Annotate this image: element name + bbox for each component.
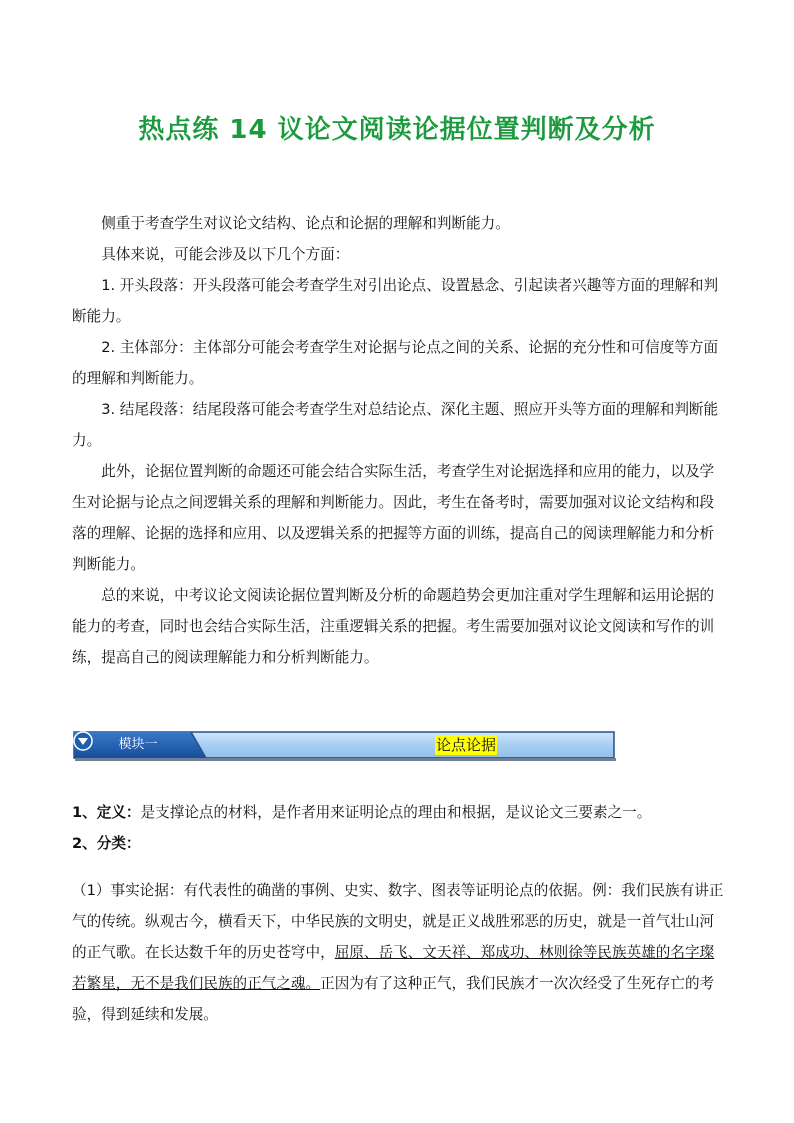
definition-label: 1、定义：	[72, 804, 141, 821]
definition-section	[72, 797, 724, 859]
module-label: 模块一	[118, 737, 158, 752]
intro-paragraph: 具体来说，可能会涉及以下几个方面：	[101, 246, 350, 263]
example-text-end: 正因为有了这种正气，我们民族才一次次经受了生死存亡的考验，得到延续和发展。	[72, 975, 715, 1023]
classification-label: 2、分类：	[72, 835, 141, 852]
page-title: 热点练 14 议论文阅读论据位置判断及分析	[138, 115, 656, 145]
intro-paragraph: 1. 开头段落：开头段落可能会考查学生对引出论点、设置悬念、引起读者兴趣等方面的理解和判断能力。	[72, 277, 719, 325]
definition-line	[72, 797, 724, 828]
intro-paragraph: 总的来说，中考议论文阅读论据位置判断及分析的命题趋势会更加注重对学生理解和运用论据的能力的考查，同时也会结合实际生活，注重逻辑关系的把握。考生需要加强对议论文阅读和写作的训练，提高自己的阅读理解能力和分析判断能力。	[72, 587, 715, 666]
intro-paragraph: 此外，论据位置判断的命题还可能会结合实际生活，考查学生对论据选择和应用的能力，以及学生对论据与论点之间逻辑关系的理解和判断能力。因此，考生在备考时，需要加强对议论文结构和段落的理解、论据的选择和应用、以及逻辑关系的把握等方面的训练，提高自己的阅读理解能力和分析判断能力。	[72, 463, 715, 573]
example-text: （1）事实论据：有代表性的确凿的事例、史实、数字、图表等证明论点的依据。例：我们民族有讲正气的传统。纵观古今，横看天下，中华民族的文明史，就是正义战胜邪恶的历史，就是一首气壮山河的正气歌。在长达数千年的历史苍穹中，	[72, 882, 724, 961]
chevron-down-circle-icon[interactable]	[73, 731, 93, 751]
module-banner	[73, 731, 616, 761]
intro-paragraph: 3. 结尾段落：结尾段落可能会考查学生对总结论点、深化主题、照应开头等方面的理解和判断能力。	[72, 401, 719, 449]
intro-section	[72, 208, 724, 673]
definition-text: 是支撑论点的材料，是作者用来证明论点的理由和根据，是议论文三要素之一。	[140, 804, 652, 821]
module-title: 论点论据	[436, 736, 497, 754]
intro-paragraph: 2. 主体部分：主体部分可能会考查学生对论据与论点之间的关系、论据的充分性和可信度等方面的理解和判断能力。	[72, 339, 719, 387]
example-underlined-text: 屈原、岳飞、文天祥、郑成功、林则徐等民族英雄的名字璨若繁星，无不是我们民族的正气之魂。	[72, 944, 715, 992]
intro-paragraph: 侧重于考查学生对议论文结构、论点和论据的理解和判断能力。	[101, 215, 510, 232]
example-paragraph	[72, 875, 726, 1030]
classification-line	[72, 828, 724, 859]
example-section	[72, 875, 726, 1030]
